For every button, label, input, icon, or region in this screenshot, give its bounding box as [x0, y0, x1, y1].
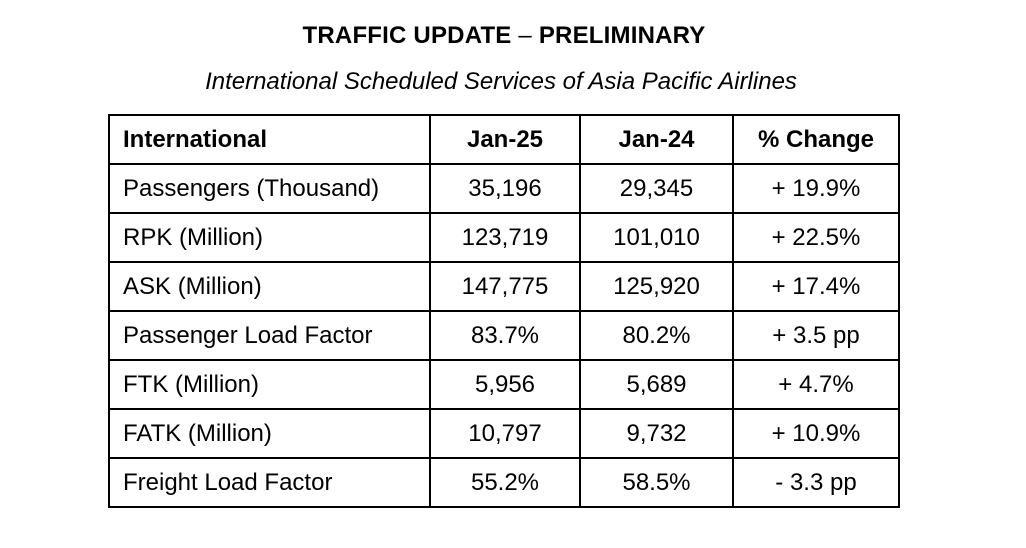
table-row	[109, 164, 899, 213]
cell-percent-change: + 19.9%	[733, 164, 899, 213]
cell-jan-24: 80.2%	[580, 311, 733, 360]
cell-percent-change: - 3.3 pp	[733, 458, 899, 507]
table-row	[109, 409, 899, 458]
cell-jan-24: 101,010	[580, 213, 733, 262]
row-label: RPK (Million)	[109, 213, 430, 262]
cell-percent-change: + 17.4%	[733, 262, 899, 311]
row-label: Passenger Load Factor	[109, 311, 430, 360]
cell-jan-24: 58.5%	[580, 458, 733, 507]
row-label: FATK (Million)	[109, 409, 430, 458]
row-label: FTK (Million)	[109, 360, 430, 409]
cell-percent-change: + 10.9%	[733, 409, 899, 458]
cell-percent-change: + 22.5%	[733, 213, 899, 262]
header-jan-25: Jan-25	[430, 115, 580, 164]
table-row	[109, 213, 899, 262]
table-row	[109, 458, 899, 507]
cell-jan-25: 147,775	[430, 262, 580, 311]
cell-percent-change: + 3.5 pp	[733, 311, 899, 360]
cell-jan-25: 55.2%	[430, 458, 580, 507]
title-dash: –	[511, 22, 539, 49]
cell-jan-25: 10,797	[430, 409, 580, 458]
table-row	[109, 311, 899, 360]
cell-jan-24: 125,920	[580, 262, 733, 311]
table-row	[109, 360, 899, 409]
title-main: TRAFFIC UPDATE	[302, 22, 512, 49]
row-label: ASK (Million)	[109, 262, 430, 311]
cell-jan-24: 5,689	[580, 360, 733, 409]
cell-jan-25: 35,196	[430, 164, 580, 213]
header-international: International	[109, 115, 430, 164]
row-label: Passengers (Thousand)	[109, 164, 430, 213]
cell-percent-change: + 4.7%	[733, 360, 899, 409]
header-percent-change: % Change	[733, 115, 899, 164]
table-row	[109, 262, 899, 311]
row-label: Freight Load Factor	[109, 458, 430, 507]
traffic-table	[108, 114, 900, 508]
cell-jan-25: 123,719	[430, 213, 580, 262]
cell-jan-25: 83.7%	[430, 311, 580, 360]
title-tail: PRELIMINARY	[538, 22, 706, 49]
cell-jan-25: 5,956	[430, 360, 580, 409]
cell-jan-24: 29,345	[580, 164, 733, 213]
header-jan-24: Jan-24	[580, 115, 733, 164]
page-subtitle: International Scheduled Services of Asia Pacific Airlines	[205, 68, 797, 95]
cell-jan-24: 9,732	[580, 409, 733, 458]
table-header-row	[109, 115, 899, 164]
page-title	[0, 22, 1008, 50]
